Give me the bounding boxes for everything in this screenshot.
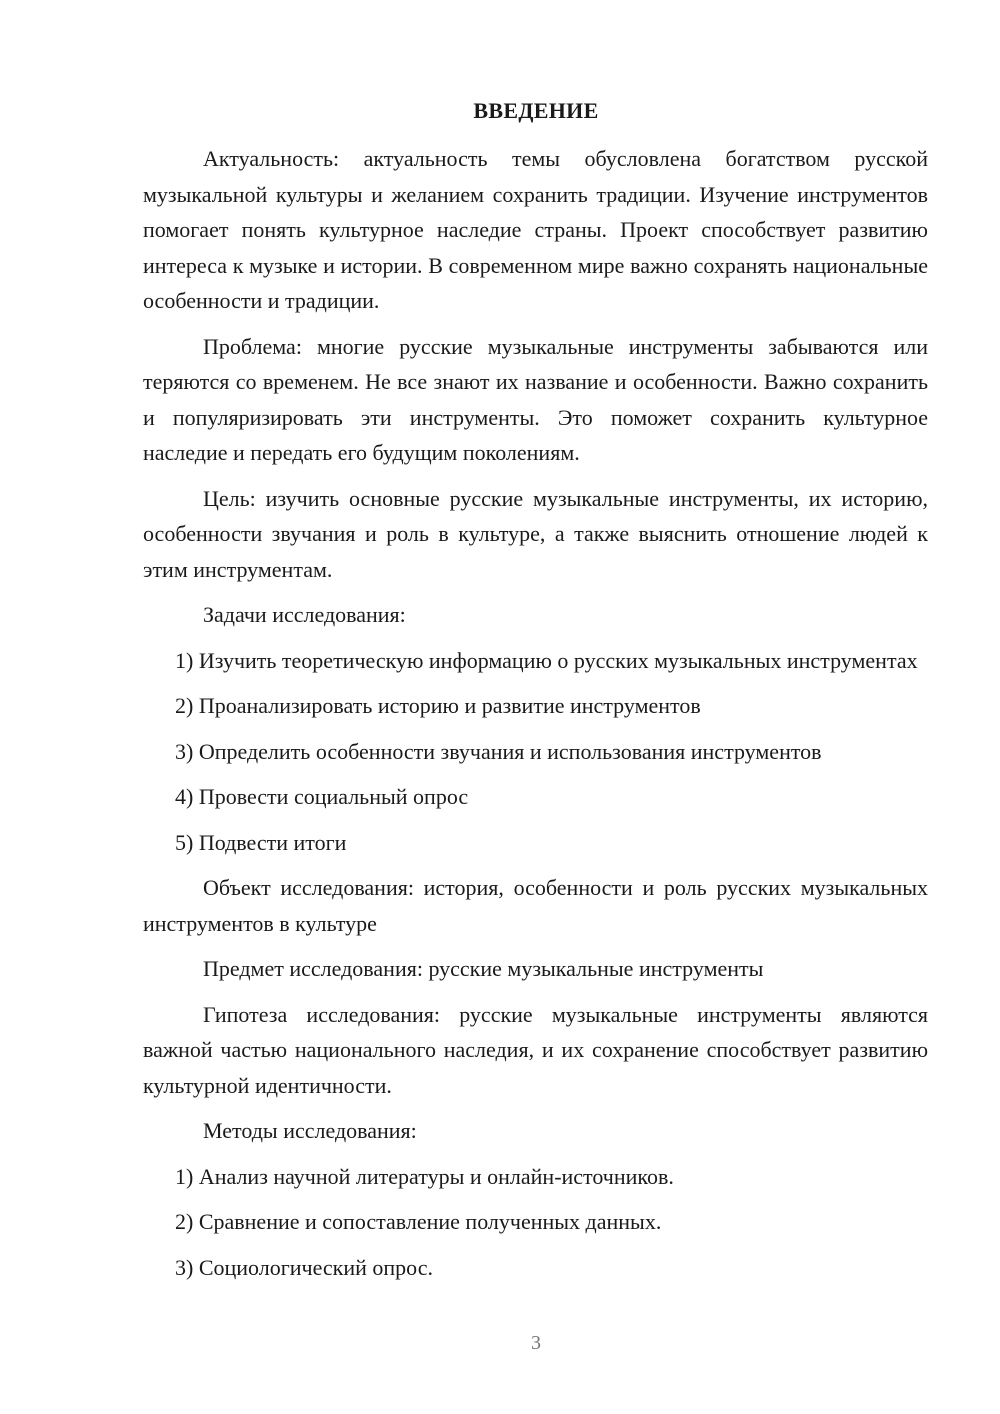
goal-paragraph: Цель: изучить основные русские музыкальные инструменты, их историю, особенности звучания и роль в культуре, а также выяснить отношение людей к этим инструментам. [143,485,928,582]
object-paragraph: Объект исследования: история, особенности и роль русских музыкальных инструментов в культуре [143,875,928,936]
page-number: 3 [531,1332,541,1354]
methods-heading: Методы исследования: [203,1118,417,1143]
tasks-heading: Задачи исследования: [203,602,406,627]
document-body [143,141,928,1295]
relevance-paragraph: Актуальность: актуальность темы обусловлена богатством русской музыкальной культуры и желанием сохранить традиции. Изучение инструментов помогает понять культурное наследие страны. Проект способствует развитию интереса к музыке и истории. В современном мире важно сохранять национальные особенности и традиции. [143,146,928,313]
task-item-4: 4) Провести социальный опрос [175,784,469,809]
task-item-3: 3) Определить особенности звучания и использования инструментов [175,738,822,764]
task-item-2: 2) Проанализировать историю и развитие инструментов [175,693,701,718]
task-item-1: 1) Изучить теоретическую информацию о русских музыкальных инструментах [175,647,918,673]
task-item-5: 5) Подвести итоги [175,829,347,855]
method-item-2: 2) Сравнение и сопоставление полученных данных. [175,1209,662,1234]
problem-paragraph: Проблема: многие русские музыкальные инструменты забываются или теряются со временем. Не все знают их название и особенности. Важно сохранить и популяризировать эти инструменты. Это поможет сохранить культурное наследие и передать его будущим поколениям. [143,333,928,465]
subject-paragraph: Предмет исследования: русские музыкальные инструменты [203,956,764,981]
page-title: ВВЕДЕНИЕ [473,98,599,123]
method-item-1: 1) Анализ научной литературы и онлайн-источников. [175,1163,674,1189]
hypothesis-paragraph: Гипотеза исследования: русские музыкальные инструменты являются важной частью национального наследия, и их сохранение способствует развитию культурной идентичности. [143,1001,928,1098]
method-item-3: 3) Социологический опрос. [175,1254,433,1280]
